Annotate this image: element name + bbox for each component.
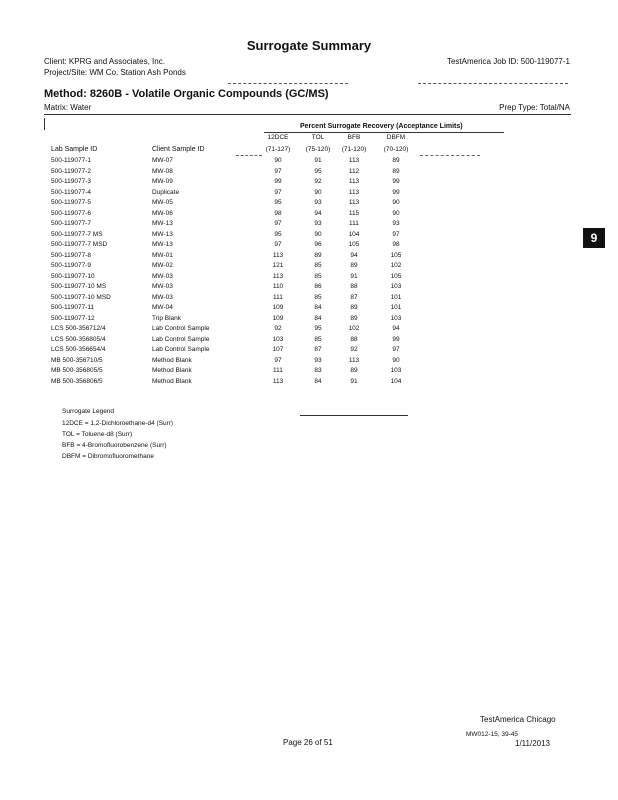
recovery-value: 113 [272, 251, 284, 259]
lab-sample-id: 500-119077-7 MSD [51, 241, 108, 248]
table-row [0, 220, 618, 230]
table-row [0, 210, 618, 220]
client-sample-id: MW-08 [152, 167, 173, 175]
table-row [0, 262, 618, 272]
recovery-value: 91 [314, 157, 322, 164]
client-sample-id: MW-03 [152, 283, 173, 290]
recovery-value: 83 [314, 367, 322, 374]
recovery-value: 109 [272, 304, 284, 311]
recovery-value: 87 [314, 346, 322, 353]
recovery-value: 107 [272, 346, 284, 353]
recovery-value: 85 [314, 293, 322, 301]
recovery-value: 113 [348, 356, 360, 364]
limits-12dce: (71-127) [265, 146, 291, 153]
recovery-value: 113 [348, 188, 360, 196]
recovery-value: 103 [390, 314, 402, 322]
recovery-value: 89 [350, 314, 358, 322]
recovery-value: 93 [314, 199, 322, 206]
table-row [0, 189, 618, 199]
recovery-value: 89 [314, 251, 322, 259]
table-row [0, 241, 618, 251]
recovery-value: 90 [314, 230, 322, 238]
recovery-value: 97 [274, 220, 282, 227]
recovery-value: 111 [273, 367, 283, 374]
recovery-value: 92 [274, 325, 282, 332]
recovery-value: 88 [350, 335, 358, 343]
recovery-value: 113 [348, 178, 360, 185]
table-row [0, 357, 618, 367]
footer-stamp: MW012-15, 39-45 [466, 731, 519, 738]
recovery-value: 96 [314, 241, 322, 248]
recovery-value: 97 [274, 167, 282, 175]
table-row [0, 252, 618, 262]
client-sample-id: MW-03 [152, 272, 173, 280]
recovery-value: 91 [350, 377, 358, 385]
footer-date: 1/11/2013 [515, 739, 550, 748]
table-row [0, 294, 618, 304]
lab-sample-id: LCS 500-356805/4 [51, 335, 106, 343]
recovery-value: 85 [314, 272, 322, 280]
client-name: Client: KPRG and Associates, Inc. [44, 57, 165, 66]
lab-sample-id: 500-119077-10 [51, 272, 95, 280]
table-row [0, 336, 618, 346]
table-row [0, 178, 618, 188]
recovery-value: 105 [348, 241, 360, 248]
page-number: Page 26 of 51 [283, 738, 333, 747]
lab-sample-id: 500-119077-5 [51, 199, 91, 206]
table-end-rule [300, 415, 408, 416]
recovery-value: 104 [390, 377, 402, 385]
lab-sample-id: 500-119077-11 [51, 304, 95, 311]
recovery-value: 115 [348, 209, 360, 217]
recovery-value: 103 [390, 367, 402, 374]
table-row [0, 304, 618, 314]
client-sample-id: Trip Blank [152, 314, 182, 322]
lab-sample-id: 500-119077-8 [51, 251, 91, 259]
table-row [0, 157, 618, 167]
lab-sample-id: 500-119077-1 [51, 157, 91, 164]
job-id: TestAmerica Job ID: 500-119077-1 [446, 57, 570, 66]
recovery-value: 88 [350, 283, 358, 290]
matrix-label: Matrix: Water [44, 103, 92, 112]
client-sample-id: MW-07 [152, 157, 173, 164]
footer-company: TestAmerica Chicago [480, 715, 556, 724]
recovery-value: 97 [274, 356, 282, 364]
method-heading: Method: 8260B - Volatile Organic Compounds (GC/MS) [44, 88, 329, 100]
recovery-value: 85 [314, 335, 322, 343]
recovery-value: 90 [314, 188, 322, 196]
lab-sample-id: MB 500-356806/5 [51, 377, 103, 385]
recovery-value: 105 [390, 251, 402, 259]
prep-type: Prep Type: Total/NA [499, 103, 570, 112]
table-row [0, 273, 618, 283]
recovery-value: 87 [350, 293, 358, 301]
recovery-value: 90 [392, 199, 400, 206]
section-tab: 9 [583, 228, 605, 248]
limits-tol: (75-120) [305, 146, 331, 153]
table-row [0, 367, 618, 377]
client-sample-id: MW-06 [152, 209, 173, 217]
recovery-value: 92 [314, 178, 322, 185]
group-header-rule [264, 132, 504, 133]
limits-dbfm: (70-120) [383, 146, 409, 153]
col-12dce: 12DCE [267, 134, 289, 141]
header-rule-right [418, 83, 568, 84]
lab-sample-id: 500-119077-4 [51, 188, 91, 196]
recovery-value: 98 [392, 241, 400, 248]
legend-title: Surrogate Legend [62, 408, 115, 415]
lab-sample-id: MB 500-356710/5 [51, 356, 103, 364]
recovery-value: 103 [272, 335, 284, 343]
client-sample-id: Method Blank [152, 377, 192, 385]
table-row [0, 199, 618, 209]
recovery-value: 89 [350, 262, 358, 269]
client-sample-id: MW-05 [152, 199, 173, 206]
lab-sample-id: 500-119077-10 MS [51, 283, 107, 290]
recovery-value: 109 [272, 314, 284, 322]
recovery-value: 95 [314, 325, 322, 332]
recovery-value: 94 [350, 251, 358, 259]
lab-sample-id: LCS 500-356654/4 [51, 346, 106, 353]
recovery-value: 113 [348, 157, 360, 164]
table-row [0, 168, 618, 178]
table-corner-mark [44, 118, 45, 130]
client-sample-id: MW-13 [152, 220, 173, 227]
method-rule [44, 114, 571, 115]
lab-sample-id: 500-119077-12 [51, 314, 95, 322]
lab-sample-id: MB 500-356805/5 [51, 367, 103, 374]
recovery-value: 97 [392, 230, 400, 238]
client-sample-id: MW-04 [152, 304, 173, 311]
recovery-value: 121 [272, 262, 284, 269]
header-dash-left [236, 155, 262, 156]
col-lab-sample-id: Lab Sample ID [51, 146, 98, 153]
client-sample-id: MW-09 [152, 178, 173, 185]
page-title: Surrogate Summary [246, 38, 372, 53]
recovery-value: 97 [274, 241, 282, 248]
recovery-value: 102 [390, 262, 402, 269]
table-row [0, 325, 618, 335]
client-sample-id: MW-02 [152, 262, 173, 269]
col-bfb: BFB [347, 134, 361, 141]
recovery-value: 110 [272, 283, 284, 290]
lab-sample-id: LCS 500-356712/4 [51, 325, 106, 332]
recovery-group-header: Percent Surrogate Recovery (Acceptance Limits) [300, 123, 463, 130]
recovery-value: 111 [273, 293, 283, 301]
recovery-value: 91 [350, 272, 358, 280]
recovery-value: 89 [350, 304, 358, 311]
client-sample-id: Lab Control Sample [152, 335, 210, 343]
recovery-value: 90 [274, 157, 282, 164]
recovery-value: 86 [314, 283, 322, 290]
recovery-value: 95 [274, 230, 282, 238]
col-tol: TOL [311, 134, 325, 141]
recovery-value: 92 [350, 346, 358, 353]
recovery-value: 99 [392, 188, 400, 196]
recovery-value: 93 [392, 220, 400, 227]
table-row [0, 346, 618, 356]
recovery-value: 90 [392, 356, 400, 364]
recovery-value: 89 [392, 157, 400, 164]
client-sample-id: MW-01 [152, 251, 173, 259]
recovery-value: 84 [314, 314, 322, 322]
recovery-value: 103 [390, 283, 402, 290]
legend-item: BFB = 4-Bromofluorobenzene (Surr) [62, 442, 167, 449]
legend-item: DBFM = Dibromofluoromethane [62, 453, 154, 460]
recovery-value: 94 [314, 209, 322, 217]
recovery-value: 85 [314, 262, 322, 269]
recovery-value: 113 [272, 377, 284, 385]
recovery-value: 102 [348, 325, 360, 332]
recovery-value: 101 [390, 304, 402, 311]
lab-sample-id: 500-119077-7 MS [51, 230, 103, 238]
recovery-value: 93 [314, 356, 322, 364]
recovery-value: 93 [314, 220, 322, 227]
header-rule [228, 83, 348, 84]
client-sample-id: MW-13 [152, 241, 173, 248]
recovery-value: 98 [274, 209, 282, 217]
lab-sample-id: 500-119077-7 [51, 220, 91, 227]
recovery-value: 95 [274, 199, 282, 206]
legend-item: TOL = Toluene-d8 (Surr) [62, 431, 133, 438]
recovery-value: 112 [348, 167, 360, 175]
recovery-value: 105 [390, 272, 402, 280]
recovery-value: 97 [392, 346, 400, 353]
client-sample-id: MW-03 [152, 293, 173, 301]
recovery-value: 111 [349, 220, 359, 227]
table-row [0, 231, 618, 241]
client-sample-id: Method Blank [152, 356, 192, 364]
table-row [0, 378, 618, 388]
lab-sample-id: 500-119077-9 [51, 262, 91, 269]
lab-sample-id: 500-119077-10 MSD [51, 293, 111, 301]
recovery-value: 94 [392, 325, 400, 332]
header-dash-right [420, 155, 480, 156]
recovery-value: 95 [314, 167, 322, 175]
client-sample-id: Duplicate [152, 188, 180, 196]
col-dbfm: DBFM [386, 134, 406, 141]
recovery-value: 99 [392, 335, 400, 343]
col-client-sample-id: Client Sample ID [152, 146, 205, 153]
recovery-value: 84 [314, 304, 322, 311]
lab-sample-id: 500-119077-6 [51, 209, 91, 217]
client-sample-id: Method Blank [152, 367, 192, 374]
recovery-value: 99 [274, 178, 282, 185]
recovery-value: 89 [350, 367, 358, 374]
table-row [0, 315, 618, 325]
lab-sample-id: 500-119077-2 [51, 167, 91, 175]
client-sample-id: Lab Control Sample [152, 346, 210, 353]
recovery-value: 101 [390, 293, 402, 301]
lab-sample-id: 500-119077-3 [51, 178, 91, 185]
table-row [0, 283, 618, 293]
client-sample-id: Lab Control Sample [152, 325, 210, 332]
limits-bfb: (71-120) [341, 146, 367, 153]
project-site: Project/Site: WM Co. Station Ash Ponds [44, 68, 186, 77]
client-sample-id: MW-13 [152, 230, 173, 238]
recovery-value: 89 [392, 167, 400, 175]
recovery-value: 104 [348, 230, 360, 238]
recovery-value: 90 [392, 209, 400, 217]
recovery-value: 84 [314, 377, 322, 385]
recovery-value: 113 [348, 199, 360, 206]
recovery-value: 97 [274, 188, 282, 196]
recovery-value: 99 [392, 178, 400, 185]
legend-item: 12DCE = 1,2-Dichloroethane-d4 (Surr) [62, 420, 174, 427]
recovery-value: 113 [272, 272, 284, 280]
